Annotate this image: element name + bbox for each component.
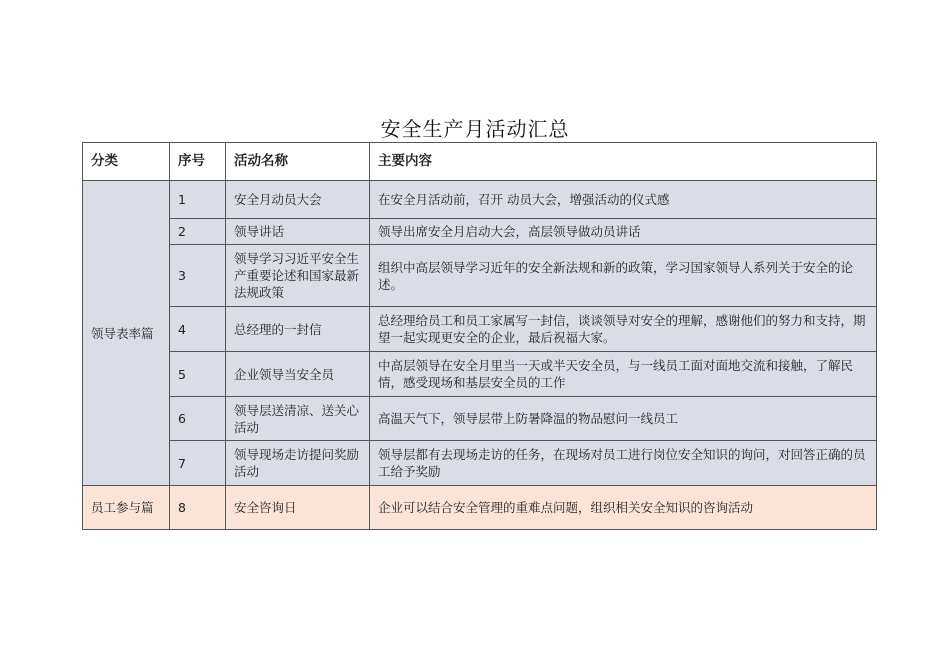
index-cell: 6 (170, 397, 226, 441)
header-name: 活动名称 (226, 143, 370, 181)
table-row (83, 441, 877, 486)
index-cell: 2 (170, 219, 226, 245)
header-index: 序号 (170, 143, 226, 181)
table-header-row (83, 143, 877, 181)
index-cell: 3 (170, 245, 226, 307)
table-row (83, 219, 877, 245)
page-title: 安全生产月活动汇总 (380, 117, 570, 141)
activity-summary-table (82, 142, 877, 530)
index-cell: 5 (170, 352, 226, 397)
activity-name-cell: 领导讲话 (226, 219, 370, 245)
content-cell: 高温天气下，领导层带上防暑降温的物品慰问一线员工 (370, 397, 877, 441)
content-cell: 企业可以结合安全管理的重难点问题，组织相关安全知识的咨询活动 (370, 486, 877, 530)
category-cell: 领导表率篇 (83, 181, 170, 486)
content-cell: 总经理给员工和员工家属写一封信，谈谈领导对安全的理解，感谢他们的努力和支持，期望一起实现更安全的企业，最后祝福大家。 (370, 307, 877, 352)
content-cell: 组织中高层领导学习近年的安全新法规和新的政策，学习国家领导人系列关于安全的论述。 (370, 245, 877, 307)
table-row (83, 245, 877, 307)
content-cell: 中高层领导在安全月里当一天或半天安全员，与一线员工面对面地交流和接触，了解民情，感受现场和基层安全员的工作 (370, 352, 877, 397)
category-cell: 员工参与篇 (83, 486, 170, 530)
activity-name-cell: 企业领导当安全员 (226, 352, 370, 397)
activity-name-cell: 领导层送清凉、送关心活动 (226, 397, 370, 441)
activity-name-cell: 安全月动员大会 (226, 181, 370, 219)
content-cell: 领导出席安全月启动大会，高层领导做动员讲话 (370, 219, 877, 245)
index-cell: 8 (170, 486, 226, 530)
index-cell: 1 (170, 181, 226, 219)
header-category: 分类 (83, 143, 170, 181)
activity-name-cell: 安全咨询日 (226, 486, 370, 530)
activity-name-cell: 领导学习习近平安全生产重要论述和国家最新法规政策 (226, 245, 370, 307)
table-row (83, 397, 877, 441)
table-row (83, 307, 877, 352)
index-cell: 7 (170, 441, 226, 486)
header-content: 主要内容 (370, 143, 877, 181)
table-row (83, 352, 877, 397)
activity-name-cell: 领导现场走访提问奖励活动 (226, 441, 370, 486)
activity-name-cell: 总经理的一封信 (226, 307, 370, 352)
table-row (83, 181, 877, 219)
table-row (83, 486, 877, 530)
index-cell: 4 (170, 307, 226, 352)
content-cell: 领导层都有去现场走访的任务，在现场对员工进行岗位安全知识的询问，对回答正确的员工给予奖励 (370, 441, 877, 486)
content-cell: 在安全月活动前，召开 动员大会，增强活动的仪式感 (370, 181, 877, 219)
